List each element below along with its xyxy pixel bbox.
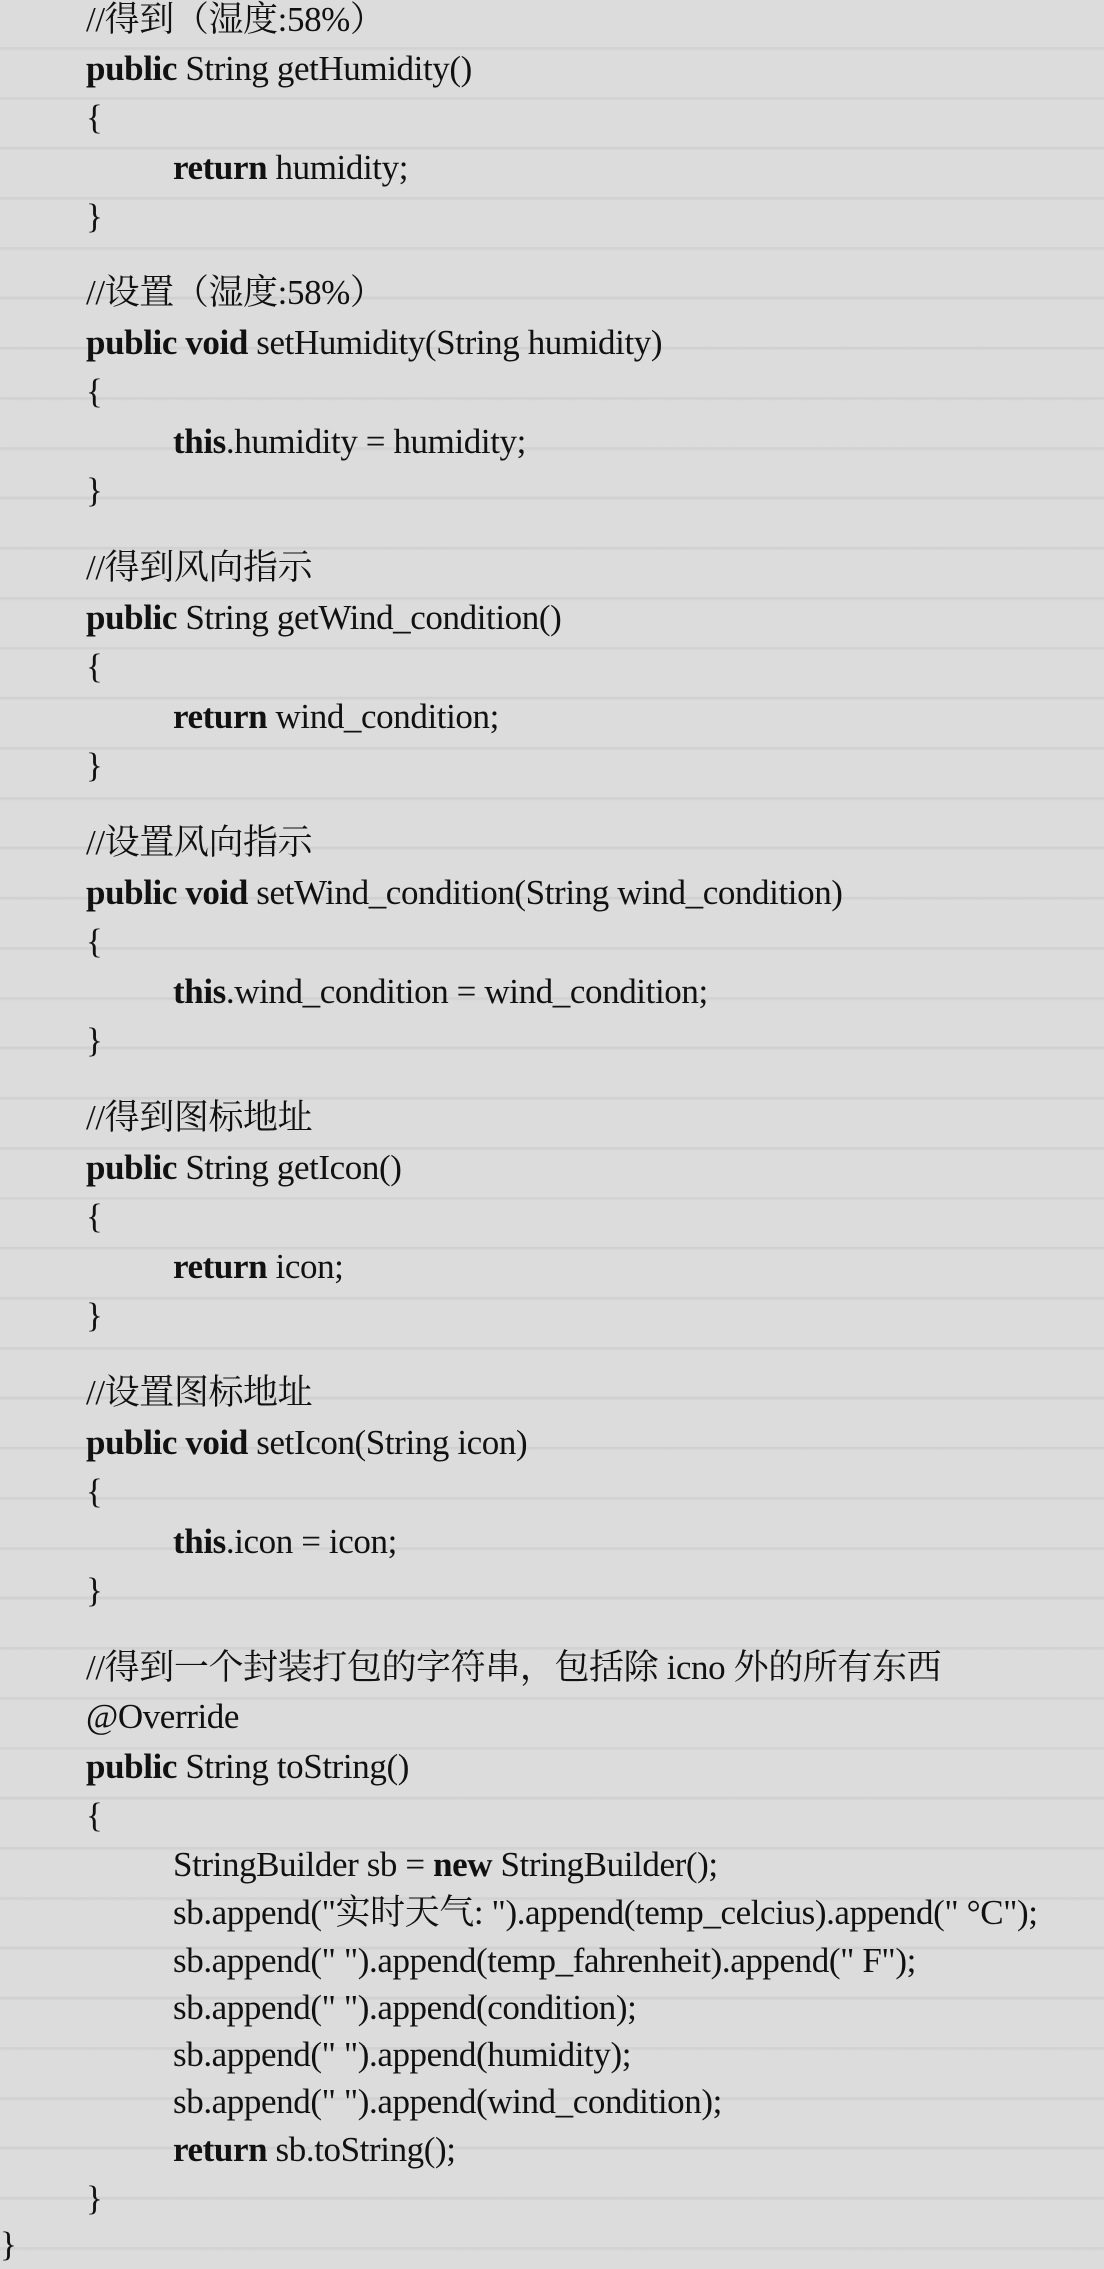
code-line: this.icon = icon; (173, 1522, 397, 1561)
code-line: public String getIcon() (86, 1148, 402, 1187)
code-line: return icon; (173, 1247, 344, 1286)
code-line: this.wind_condition = wind_condition; (173, 972, 708, 1011)
code-comment: //得到（湿度:58%） (86, 0, 385, 39)
code-brace: { (86, 1796, 103, 1835)
code-brace: { (86, 1197, 103, 1236)
code-line: sb.append(" ").append(humidity); (173, 2035, 632, 2074)
code-line: public void setIcon(String icon) (86, 1423, 528, 1462)
code-brace: } (86, 197, 103, 236)
code-line: sb.append(" ").append(condition); (173, 1988, 637, 2027)
code-line: return sb.toString(); (173, 2130, 456, 2169)
code-brace: { (86, 647, 103, 686)
code-comment: //设置（湿度:58%） (86, 273, 385, 312)
code-line: public void setHumidity(String humidity) (86, 323, 663, 362)
code-comment: //设置风向指示 (86, 823, 313, 862)
code-brace: } (86, 1571, 103, 1610)
code-brace: } (0, 2225, 17, 2264)
code-comment: //得到图标地址 (86, 1098, 313, 1137)
code-line: sb.append("实时天气: ").append(temp_celcius).append(" °C"); (173, 1893, 1038, 1932)
code-line: sb.append(" ").append(wind_condition); (173, 2082, 722, 2121)
code-brace: { (86, 372, 103, 411)
code-brace: } (86, 1021, 103, 1060)
code-brace: { (86, 98, 103, 137)
code-line: public void setWind_condition(String wind_condition) (86, 873, 843, 912)
code-line: return wind_condition; (173, 697, 499, 736)
code-line: StringBuilder sb = new StringBuilder(); (173, 1845, 718, 1884)
code-brace: } (86, 1296, 103, 1335)
code-line: public String getHumidity() (86, 49, 472, 88)
code-brace: } (86, 2179, 103, 2218)
code-line: return humidity; (173, 148, 409, 187)
code-line: public String toString() (86, 1747, 409, 1786)
code-comment: //设置图标地址 (86, 1373, 313, 1412)
code-line: sb.append(" ").append(temp_fahrenheit).append(" F"); (173, 1941, 916, 1980)
code-comment: //得到一个封装打包的字符串，包括除 icno 外的所有东西 (86, 1648, 942, 1687)
code-annotation: @Override (86, 1697, 240, 1736)
code-line: this.humidity = humidity; (173, 422, 526, 461)
code-brace: } (86, 746, 103, 785)
code-brace: { (86, 1472, 103, 1511)
code-brace: } (86, 471, 103, 510)
code-comment: //得到风向指示 (86, 548, 313, 587)
code-brace: { (86, 922, 103, 961)
code-line: public String getWind_condition() (86, 598, 562, 637)
